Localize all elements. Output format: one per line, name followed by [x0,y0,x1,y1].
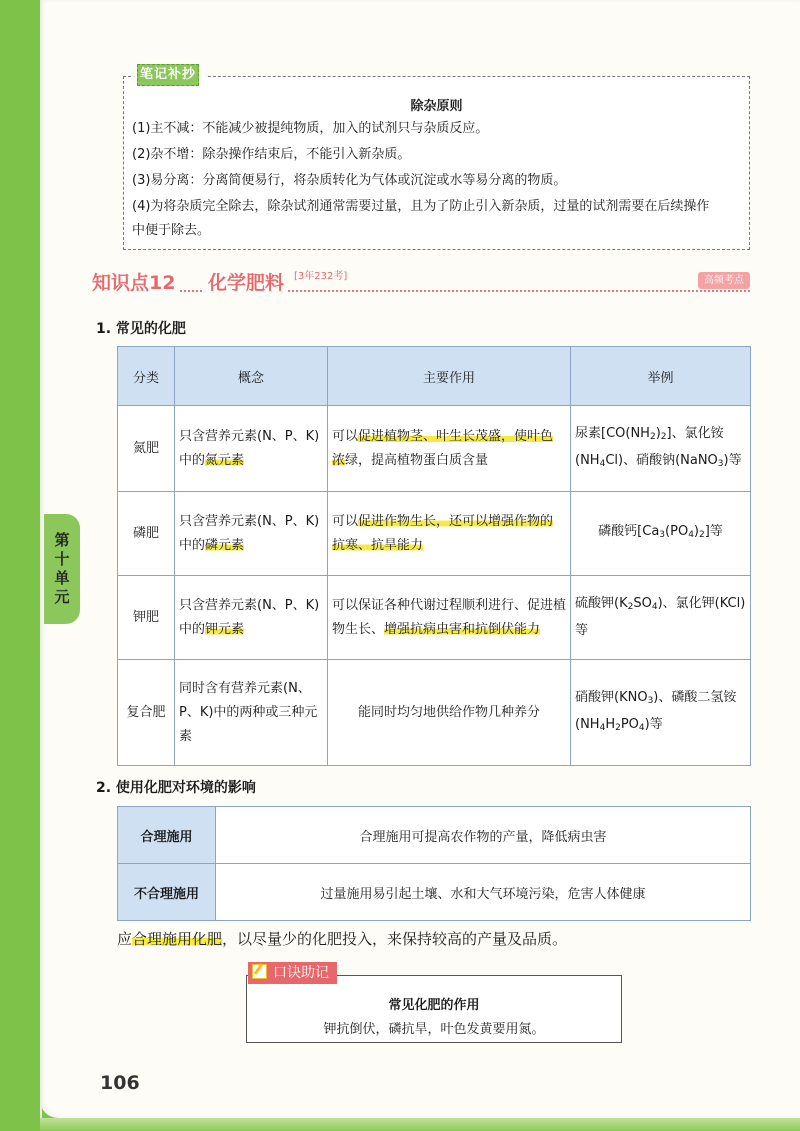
effect-text: 可以 [332,428,359,444]
table-row [118,492,751,576]
summary-paragraph [117,928,567,949]
highlight-text: 合理施用化肥 [132,930,223,948]
knowledge-point-title: 化学肥料 [204,268,288,295]
paragraph-text: 应 [117,930,133,948]
bottom-band [40,1118,800,1131]
mnemonic-tag [248,962,337,984]
fertilizer-table [117,346,751,766]
highlight-text: 氮元素 [205,452,245,468]
high-frequency-badge: 高频考点 [698,272,750,289]
example-cell: 磷酸钙$[Ca_3(PO_4)_2]$等 [571,492,751,576]
table-cell: 合理施用可提高农作物的产量，降低病虫害 [216,807,751,864]
concept-cell: 同时含有营养元素(N、P、K)中的两种或三种元素 [175,660,328,766]
column-header: 概念 [175,347,328,406]
page-edge [40,0,42,1118]
column-header: 主要作用 [328,347,571,406]
effect-text: 可以保证各种代谢过程顺利进行、促进植物生长、 [332,597,567,637]
side-tab-char: 元 [54,588,70,606]
highlight-text: 钾元素 [205,621,245,637]
category-cell: 钾肥 [118,576,175,660]
effect-cell [328,492,571,576]
example-cell: 尿素$[CO(NH_2)_2]$、氯化铵$(NH_4Cl)$、硝酸钠(NaNO$_3$)等 [571,406,751,492]
category-cell: 磷肥 [118,492,175,576]
exam-frequency-note: [3年232考] [294,267,347,282]
highlight-text: 促进植物茎、叶生长茂盛，使叶色浓 [332,428,554,468]
column-header: 分类 [118,347,175,406]
table-row [118,406,751,492]
table-cell: 过量施用易引起土壤、水和大气环境污染，危害人体健康 [216,864,751,921]
example-cell: 硝酸钾$(KNO_3)$、磷酸二氢铵$(NH_4H_2PO_4)$等 [571,660,751,766]
knowledge-point-header [92,270,750,292]
section-heading: 2. 使用化肥对环境的影响 [96,780,256,796]
environment-table [117,806,751,921]
page-number: 106 [100,1072,140,1094]
highlight-text: 促进作物生长，还可以增强作物的抗寒、抗旱能力 [332,513,554,553]
notes-line: (4)为将杂质完全除去，除杂试剂通常需要过量，且为了防止引入新杂质，过量的试剂需要在后续操作 [132,199,710,214]
concept-cell [175,576,328,660]
column-header: 举例 [571,347,751,406]
side-tab-char: 第 [54,531,70,549]
notes-tag-label: 笔记补抄 [137,64,199,86]
concept-cell [175,492,328,576]
chapter-side-tab [44,514,80,624]
mnemonic-title: 常见化肥的作用 [388,998,480,1013]
effect-cell: 能同时均匀地供给作物几种养分 [328,660,571,766]
effect-text: 可以 [332,513,359,529]
table-row [118,576,751,660]
notes-tag [131,64,206,84]
notes-box [123,76,750,250]
notes-line: (3)易分离：分离简便易行，将杂质转化为气体或沉淀或水等易分离的物质。 [132,173,567,188]
notes-line: 中便于除去。 [132,223,211,238]
effect-text: 绿，提高植物蛋白质含量 [345,452,489,468]
table-row [118,864,751,921]
highlight-text: 磷元素 [205,537,245,553]
category-cell: 复合肥 [118,660,175,766]
effect-cell [328,406,571,492]
row-header: 不合理施用 [118,864,216,921]
table-header-row [118,347,751,406]
table-row [118,807,751,864]
concept-cell [175,406,328,492]
knowledge-point-label: 知识点12 [92,268,179,295]
table-row [118,660,751,766]
notes-title: 除杂原则 [410,99,463,114]
paragraph-text: ，以尽量少的化肥投入，来保持较高的产量及品质。 [222,930,568,948]
pencil-icon [252,964,267,979]
category-cell: 氮肥 [118,406,175,492]
concept-text: 只含营养元素(N、P、K)中的 [179,428,320,468]
row-header: 合理施用 [118,807,216,864]
highlight-text: 增强抗病虫害和抗倒伏能力 [384,621,541,637]
effect-cell [328,576,571,660]
section-heading: 1. 常见的化肥 [96,321,186,337]
concept-text: 只含营养元素(N、P、K)中的 [179,513,320,553]
side-tab-char: 单 [54,569,70,587]
divider [92,290,750,293]
mnemonic-box [246,975,622,1043]
notes-line: (1)主不减：不能减少被提纯物质，加入的试剂只与杂质反应。 [132,121,489,136]
mnemonic-tag-label: 口诀助记 [273,965,329,981]
mnemonic-text: 钾抗倒伏，磷抗旱，叶色发黄要用氮。 [323,1022,545,1037]
notes-line: (2)杂不增：除杂操作结束后，不能引入新杂质。 [132,147,411,162]
concept-text: 只含营养元素(N、P、K)中的 [179,597,320,637]
example-cell: 硫酸钾$(K_2SO_4)$、氯化钾(KCl)等 [571,576,751,660]
side-tab-char: 十 [54,550,70,568]
